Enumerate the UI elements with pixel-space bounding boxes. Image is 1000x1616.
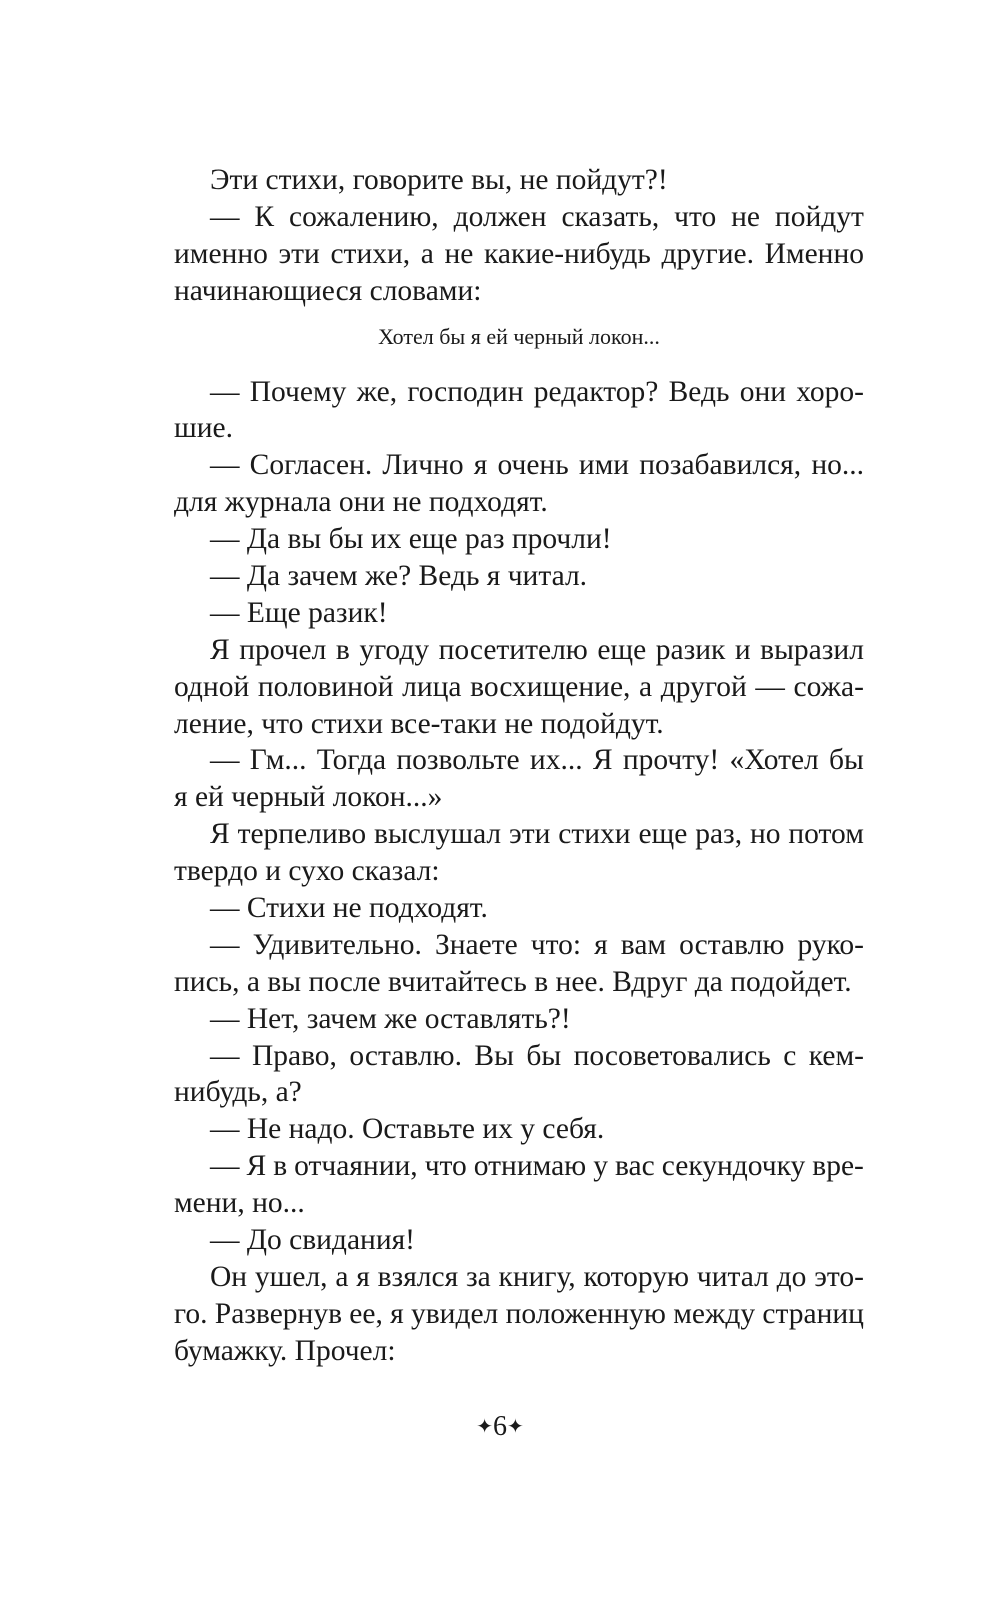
text-line: — Удивительно. Знаете что: я вам оставлю руко- [210, 928, 864, 961]
text-line: — Да вы бы их еще раз прочли! [210, 523, 612, 556]
text-line: ление, что стихи все-таки не подойдут. [174, 707, 664, 740]
text-line: — Не надо. Оставьте их у себя. [210, 1113, 605, 1146]
text-line: Он ушел, а я взялся за книгу, которую читал до это- [210, 1260, 864, 1293]
text-line: одной половиной лица восхищение, а другой — сожа- [174, 670, 864, 703]
text-line: нибудь, а? [174, 1076, 302, 1109]
text-line: для журнала они не подходят. [174, 486, 548, 519]
text-line: начинающиеся словами: [174, 274, 482, 307]
verse-quote: Хотел бы я ей черный локон... [378, 323, 660, 349]
text-line: мени, но... [174, 1187, 305, 1220]
text-line: — Я в отчаянии, что отнимаю у вас секундочку вре- [210, 1150, 864, 1183]
text-line: — Еще разик! [210, 596, 388, 629]
text-line: — Нет, зачем же оставлять?! [210, 1002, 571, 1035]
page-number-footer [0, 1411, 1000, 1443]
page-number: 6 [493, 1411, 507, 1442]
star-ornament-left-icon: ✦ [476, 1416, 493, 1438]
text-line: я ей черный локон...» [174, 781, 443, 814]
text-line: — Право, оставлю. Вы бы посоветовались с кем- [210, 1039, 864, 1072]
text-block-top [174, 162, 864, 310]
text-line: Эти стихи, говорите вы, не пойдут?! [210, 164, 668, 196]
text-line: твердо и сухо сказал: [174, 855, 440, 888]
text-line: Я терпеливо выслушал эти стихи еще раз, но потом [210, 818, 864, 851]
text-line: — Стихи не подходят. [210, 892, 488, 925]
book-page [174, 162, 864, 1370]
star-ornament-right-icon: ✦ [507, 1416, 524, 1438]
text-line: Я прочел в угоду посетителю еще разик и выразил [210, 633, 864, 666]
text-line: — Согласен. Лично я очень ими позабавился, но... [210, 449, 864, 482]
text-block-bottom [174, 374, 864, 1370]
text-line: — Да зачем же? Ведь я читал. [210, 560, 588, 593]
text-line: — Почему же, господин редактор? Ведь они хоро- [210, 375, 864, 408]
text-line: — До свидания! [210, 1224, 416, 1257]
text-line: пись, а вы после вчитайтесь в нее. Вдруг да подойдет. [174, 965, 852, 998]
text-line: — К сожалению, должен сказать, что не пойдут [210, 200, 864, 233]
text-line: именно эти стихи, а не какие-нибудь другие. Именно [174, 237, 864, 270]
text-line: бумажку. Прочел: [174, 1334, 396, 1367]
text-line: шие. [174, 412, 233, 445]
text-line: го. Развернув ее, я увидел положенную между страниц [174, 1297, 864, 1330]
text-line: — Гм... Тогда позвольте их... Я прочту! «Хотел бы [210, 744, 864, 777]
